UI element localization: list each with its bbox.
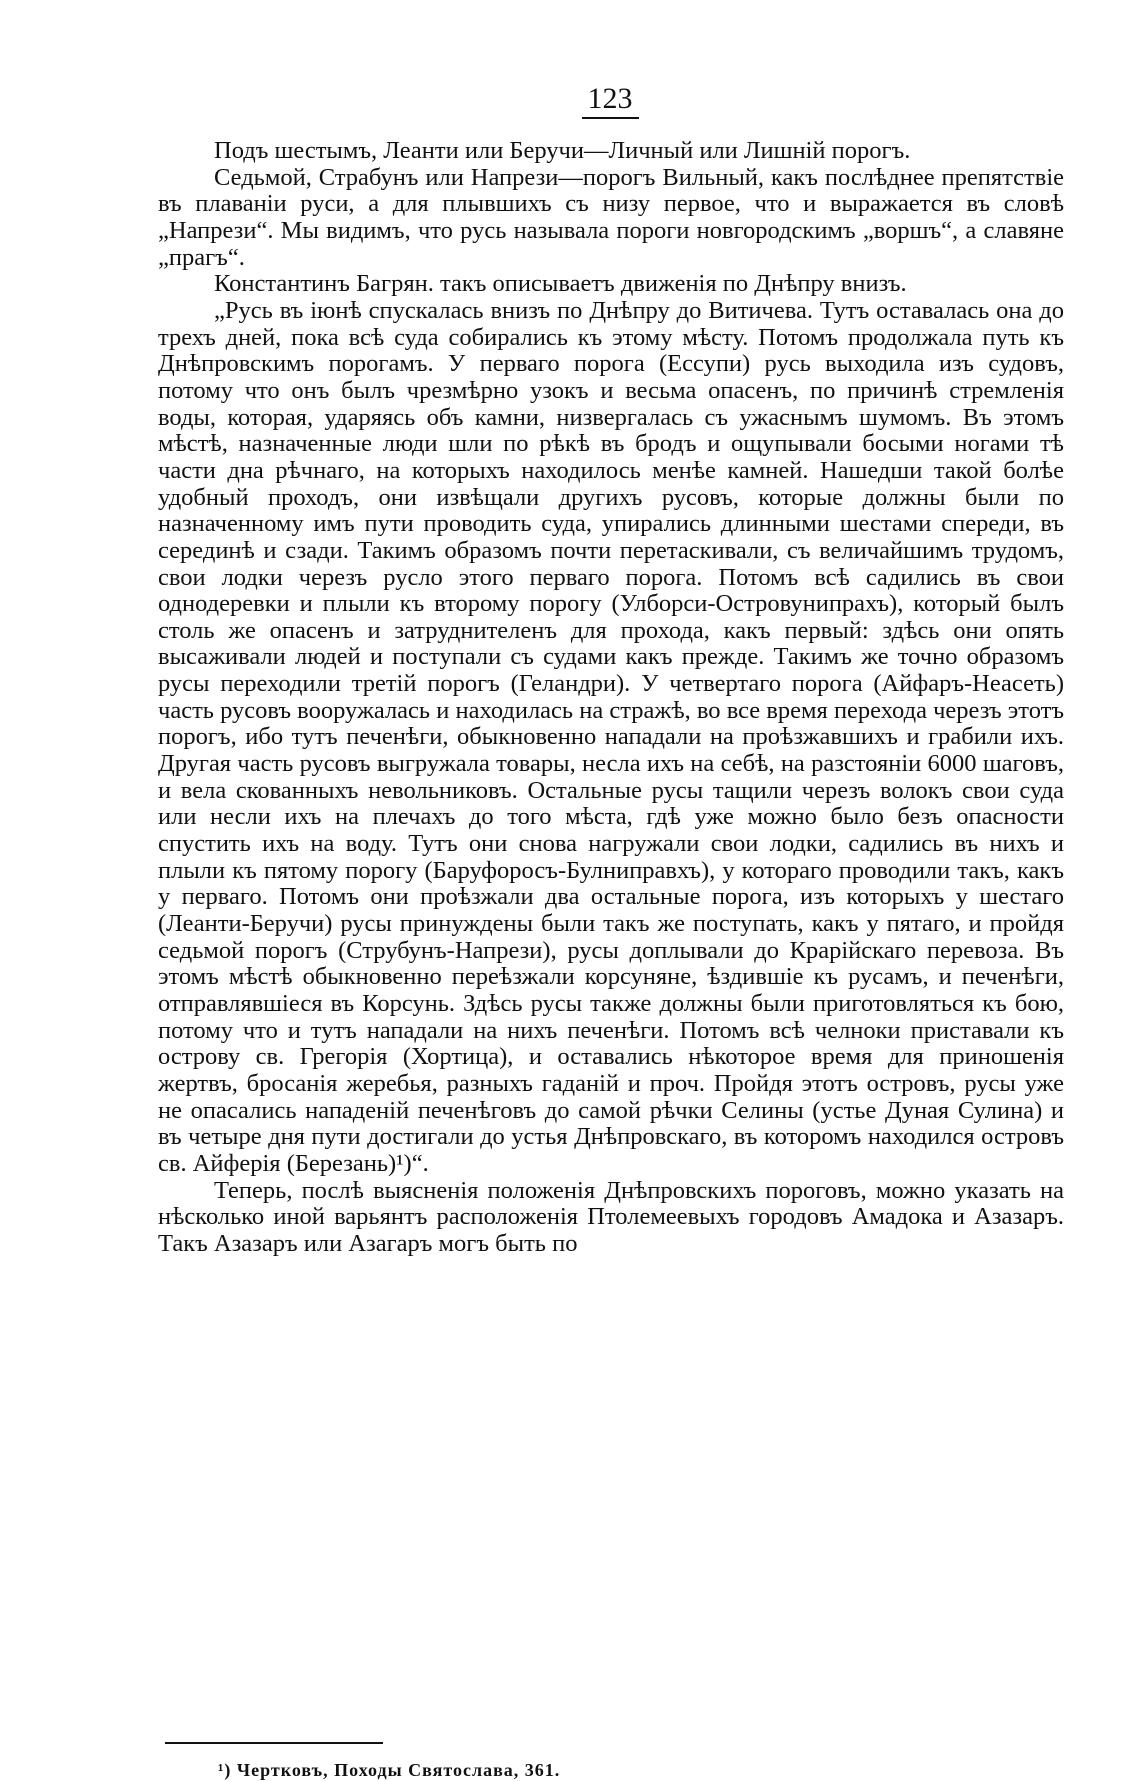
paragraph-2: Седьмой, Страбунъ или Напрези—порогъ Вильный, какъ послѣднее препятствіе въ плаваніи руси, а для плывшихъ съ низу первое, что и выражается въ словѣ „Напрези“. Мы видимъ, что русь называла пороги новгородскимъ „воршъ“, а славяне „прагъ“. (158, 163, 1064, 271)
paragraph-3: Константинъ Багрян. такъ описываетъ движенія по Днѣпру внизъ. (214, 270, 907, 298)
page-number-text: 123 (582, 82, 639, 119)
footnote: ¹) Чертковъ, Походы Святослава, 361. (218, 1760, 561, 1780)
paragraph-1: Подъ шестымъ, Леанти или Беручи—Личный или Лишній порогъ. (214, 137, 911, 164)
page-number (0, 82, 1140, 119)
main-text (158, 138, 1064, 1258)
paragraph-4: „Русь въ іюнѣ спускалась внизъ по Днѣпру до Витичева. Тутъ оставалась она до трехъ дней, пока всѣ суда собирались къ этому мѣсту. Потомъ продолжала путь къ Днѣпровскимъ порогамъ. У перваго порога (Ессупи) русь выходила изъ судовъ, потому что онъ былъ чрезмѣрно узокъ и весьма опасенъ, по причинѣ стремленія воды, которая, ударяясь объ камни, низвергалась съ ужаснымъ шумомъ. Въ этомъ мѣстѣ, назначенные люди шли по рѣкѣ въ бродъ и ощупывали босыми ногами тѣ части дна рѣчнаго, на которыхъ находилось менѣе камней. Нашедши такой болѣе удобный проходъ, они извѣщали другихъ русовъ, которые должны были по назначенному имъ пути проводить суда, упирались длинными шестами спереди, въ серединѣ и сзади. Такимъ образомъ почти перетаскивали, съ величайшимъ трудомъ, свои лодки черезъ русло этого перваго порога. Потомъ всѣ садились въ свои однодеревки и плыли къ второму порогу (Улборси-Островунипрахъ), который былъ столь же опасенъ и затруднителенъ для прохода, какъ первый: здѣсь они опять высаживали людей и поступали съ судами какъ прежде. Такимъ же точно образомъ русы переходили третій порогъ (Геландри). У четвертаго порога (Айфаръ-Неасеть) часть русовъ вооружалась и находилась на стражѣ, во все время перехода черезъ этотъ порогъ, ибо тутъ печенѣги, обыкновенно нападали на проѣзжавшихъ и грабили ихъ. Другая часть русовъ выгружала товары, несла ихъ на себѣ, на разстояніи 6000 шаговъ, и вела скованныхъ невольниковъ. Остальные русы тащили черезъ волокъ свои суда или несли ихъ на плечахъ до того мѣста, гдѣ уже можно было безъ опасности спустить ихъ на воду. Тутъ они снова нагружали свои лодки, садились въ нихъ и плыли къ пятому порогу (Баруфоросъ-Булниправхъ), у котораго проводили такъ, какъ у перваго. Потомъ они проѣзжали два остальные порога, изъ которыхъ у шестаго (Леанти-Беручи) русы принуждены были такъ же поступать, какъ у пятаго, и пройдя седьмой порогъ (Струбунъ-Напрези), русы доплывали до Крарійскаго перевоза. Въ этомъ мѣстѣ обыкновенно переѣзжали корсуняне, ѣздившіе къ русамъ, и печенѣги, отправлявшіеся въ Корсунь. Здѣсь русы также должны были приготовляться къ бою, потому что и тутъ нападали на нихъ печенѣги. Потомъ всѣ челноки приставали къ острову св. Грегорія (Хортица), и оставались нѣкоторое время для приношенія жертвъ, бросанія жеребья, разныхъ гаданій и проч. Пройдя этотъ островъ, русы уже не опасались нападеній печенѣговъ до самой рѣчки Селины (устье Дуная Сулина) и въ четыре дня пути достигали до устья Днѣпровскаго, въ которомъ находился островъ св. Айферія (Березань)¹)“. (158, 296, 1064, 1177)
footnote-divider (165, 1742, 383, 1744)
paragraph-5: Теперь, послѣ выясненія положенія Днѣпровскихъ пороговъ, можно указать на нѣсколько иной варьянтъ расположенія Птолемеевыхъ городовъ Амадока и Азазаръ. Такъ Азазаръ или Азагаръ могъ быть по (158, 1176, 1064, 1257)
